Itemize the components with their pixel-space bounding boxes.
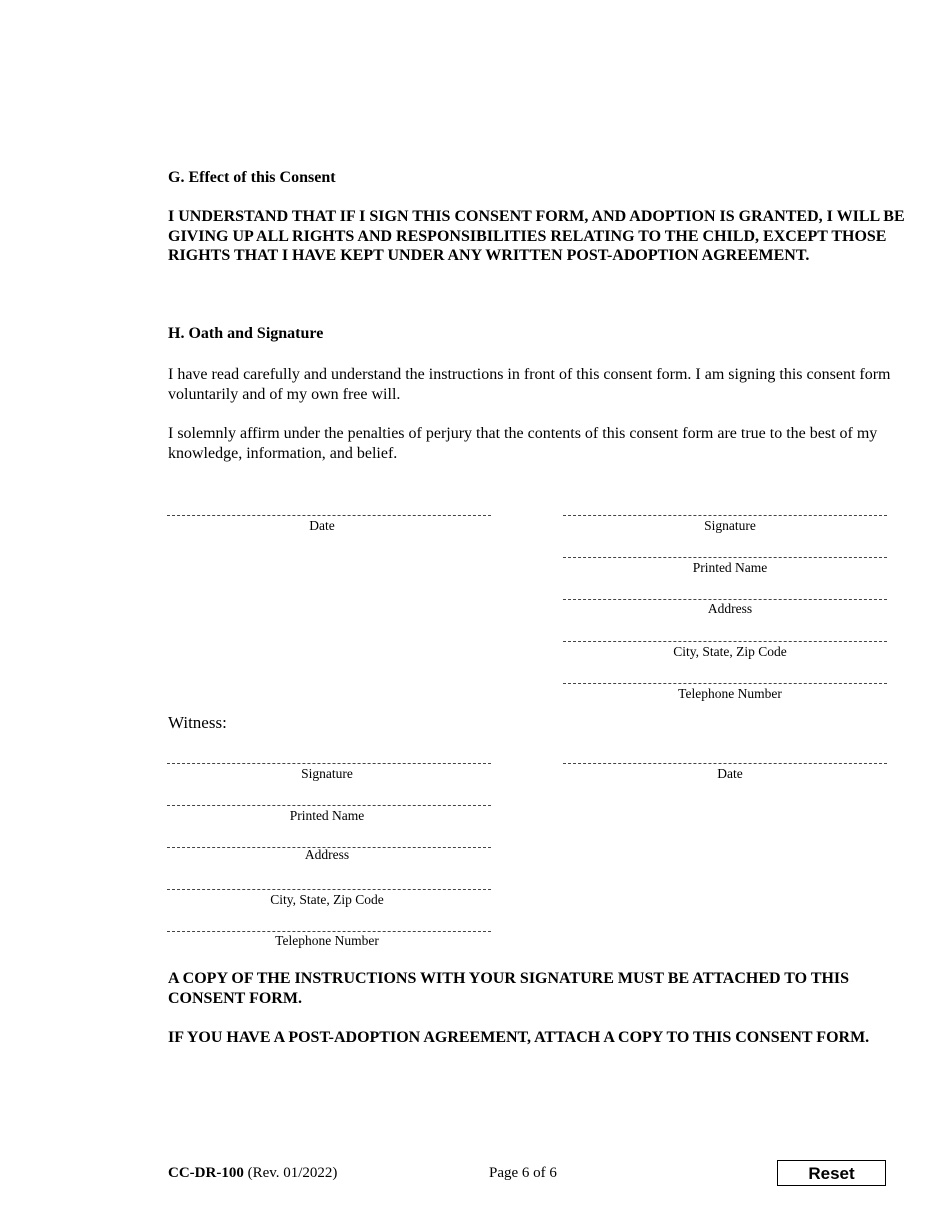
signer-telephone-label: Telephone Number [678,686,782,701]
witness-date-label: Date [717,766,743,781]
oath-paragraph-2: I solemnly affirm under the penalties of perjury that the contents of this consent form are true to the best of my knowledge, information, and belief. [168,425,878,462]
signer-telephone-field[interactable] [563,683,887,684]
signer-signature-field[interactable] [563,515,887,516]
signer-city-state-zip-label: City, State, Zip Code [673,644,787,659]
witness-telephone-field[interactable] [167,931,491,932]
post-adoption-notice: IF YOU HAVE A POST-ADOPTION AGREEMENT, ATTACH A COPY TO THIS CONSENT FORM. [168,1029,870,1046]
signer-printed-name-label: Printed Name [692,560,768,575]
signer-address-field[interactable] [563,599,887,600]
oath-paragraph-1: I have read carefully and understand the instructions in front of this consent form. I am signing this consent form voluntarily and of my own free will. [168,366,891,403]
witness-city-state-zip-field[interactable] [167,889,491,890]
signer-city-state-zip-field[interactable] [563,641,887,642]
witness-signature-field[interactable] [167,763,491,764]
section-g-body: I UNDERSTAND THAT IF I SIGN THIS CONSENT FORM, AND ADOPTION IS GRANTED, I WILL BE GIVING UP ALL RIGHTS AND RESPONSIBILITIES RELATING TO THE CHILD, EXCEPT THOSE RIGHTS THAT I HAVE KEPT UNDER ANY WRITTEN POST-ADOPTION AGREEMENT. [168,208,905,264]
signer-date-field[interactable] [167,515,491,516]
section-g-heading: G. Effect of this Consent [168,169,336,186]
signer-printed-name-field[interactable] [563,557,887,558]
form-identifier [168,1165,337,1182]
witness-telephone-label: Telephone Number [275,933,379,948]
copy-instructions-notice: A COPY OF THE INSTRUCTIONS WITH YOUR SIGNATURE MUST BE ATTACHED TO THIS CONSENT FORM. [168,970,850,1007]
witness-heading: Witness: [168,713,227,732]
form-number: CC-DR-100 [168,1165,244,1181]
witness-printed-name-label: Printed Name [289,808,365,823]
witness-printed-name-field[interactable] [167,805,491,806]
witness-address-label: Address [304,847,350,862]
witness-signature-label: Signature [301,766,353,781]
witness-city-state-zip-label: City, State, Zip Code [270,892,384,907]
witness-date-field[interactable] [563,763,887,764]
section-h-heading: H. Oath and Signature [168,325,324,342]
signer-address-label: Address [707,601,753,616]
signer-date-label: Date [309,518,335,533]
reset-button[interactable]: Reset [777,1160,886,1186]
page-number: Page 6 of 6 [489,1165,557,1181]
form-revision: (Rev. 01/2022) [247,1165,338,1181]
signer-signature-label: Signature [704,518,756,533]
